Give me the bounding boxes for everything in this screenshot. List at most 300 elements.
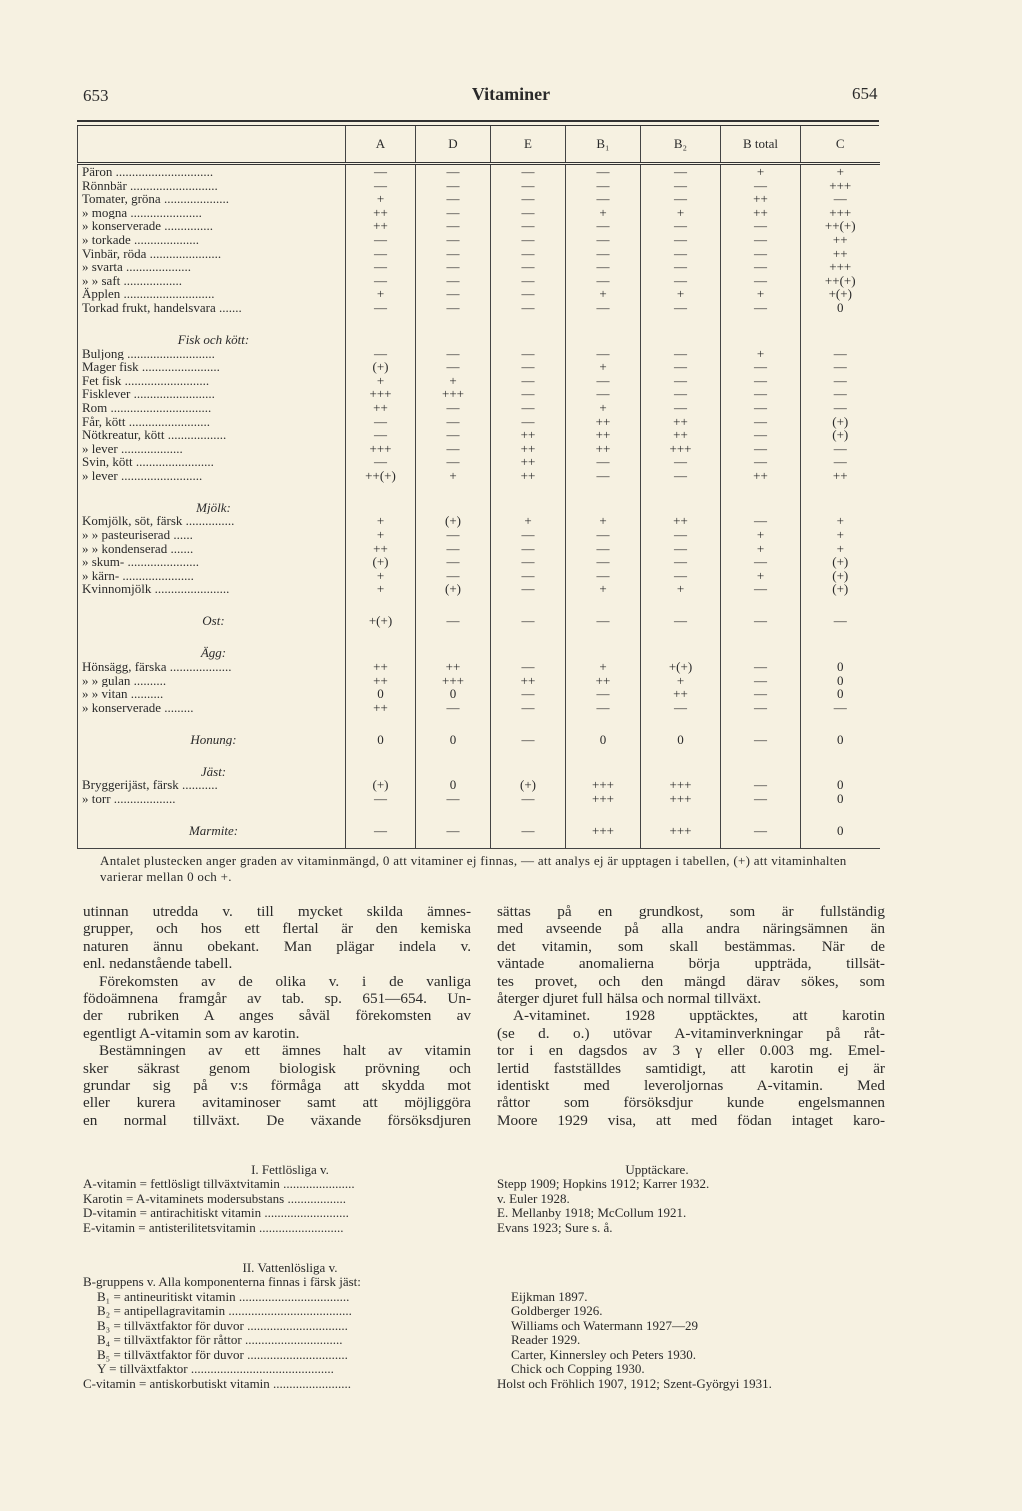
body-text-line: väntade anomalierna börja uppträda, tillsät-: [497, 955, 885, 973]
table-cell: —: [641, 274, 721, 288]
table-cell: —: [416, 701, 491, 715]
table-cell: —: [801, 606, 880, 628]
table-cell: —: [721, 816, 801, 838]
table-cell: —: [566, 260, 641, 274]
row-label: » lever .........................: [78, 469, 346, 483]
table-cell: ++: [641, 687, 721, 701]
table-cell: —: [416, 347, 491, 361]
section-row: [78, 638, 880, 660]
table-cell: —: [416, 569, 491, 583]
table-cell: +++: [416, 674, 491, 688]
body-text-line: återger djuret full hälsa och normal tillväxt.: [497, 990, 762, 1008]
table-cell: —: [491, 792, 566, 806]
spacer-cell: [641, 628, 721, 638]
table-cell: —: [416, 233, 491, 247]
body-text-line: (se d. o.) utövar A-vitaminverkningar på råt-: [497, 1024, 885, 1042]
table-row: [78, 387, 880, 401]
table-cell: ++: [801, 247, 880, 261]
section-title: Honung:: [78, 724, 346, 746]
table-cell: —: [416, 606, 491, 628]
table-cell: —: [641, 701, 721, 715]
list-item: [83, 1348, 903, 1363]
row-label: Tomater, gröna ....................: [78, 192, 346, 206]
table-row: [78, 674, 880, 688]
spacer-row: [78, 746, 880, 756]
table-cell: —: [566, 387, 641, 401]
section-row: [78, 816, 880, 838]
table-cell: —: [566, 701, 641, 715]
empty-cell: [491, 756, 566, 778]
body-column-left: [83, 903, 471, 1129]
body-text-line: det vitamin, som skall bestämmas. När de: [497, 937, 885, 955]
table-cell: ++: [346, 542, 416, 556]
spacer-cell: [491, 806, 566, 816]
table-cell: —: [491, 687, 566, 701]
spacer-cell: [721, 482, 801, 492]
column-header: E: [491, 126, 566, 164]
row-label: » » pasteuriserad ......: [78, 528, 346, 542]
body-text-line: identiskt med leveroljornas A-vitamin. Med: [497, 1077, 885, 1095]
table-cell: —: [491, 260, 566, 274]
spacer-cell: [346, 806, 416, 816]
table-cell: +++: [416, 387, 491, 401]
row-label: » » kondenserad .......: [78, 542, 346, 556]
table-row: [78, 555, 880, 569]
empty-cell: [346, 756, 416, 778]
table-row: [78, 415, 880, 429]
discoverer: E. Mellanby 1918; McCollum 1921.: [497, 1205, 687, 1220]
table-cell: —: [416, 192, 491, 206]
list-item: [83, 1304, 903, 1319]
spacer-cell: [491, 315, 566, 325]
table-cell: ++: [566, 428, 641, 442]
row-label: Päron ..............................: [78, 164, 346, 179]
vitamin-definition: Karotin = A-vitaminets modersubstans ..................: [83, 1191, 346, 1206]
table-cell: ++: [491, 442, 566, 456]
spacer-cell: [346, 315, 416, 325]
spacer-cell: [801, 315, 880, 325]
table-row: [78, 660, 880, 674]
vitamin-definition: C-vitamin = antiskorbutiskt vitamin ........................: [83, 1376, 352, 1391]
spacer-cell: [346, 482, 416, 492]
spacer-cell: [641, 482, 721, 492]
table-cell: —: [491, 701, 566, 715]
empty-cell: [721, 638, 801, 660]
table-cell: —: [491, 816, 566, 838]
table-row: [78, 455, 880, 469]
table-cell: +: [566, 582, 641, 596]
table-cell: —: [491, 401, 566, 415]
table-cell: +: [641, 674, 721, 688]
empty-cell: [721, 325, 801, 347]
table-cell: ++(+): [801, 219, 880, 233]
table-cell: —: [721, 514, 801, 528]
table-cell: +++: [801, 260, 880, 274]
table-cell: (+): [491, 778, 566, 792]
body-text-line: sättas på en grundkost, som är fullständig: [497, 903, 885, 920]
row-label: » » vitan ..........: [78, 687, 346, 701]
table-cell: —: [416, 287, 491, 301]
section-row: [78, 492, 880, 514]
table-cell: —: [416, 816, 491, 838]
column-header: B₁: [566, 126, 641, 164]
table-cell: —: [416, 528, 491, 542]
body-text-line: grupper, och hos ett flertal är den kemiska: [83, 920, 471, 938]
empty-cell: [641, 756, 721, 778]
table-cell: +: [346, 192, 416, 206]
table-cell: ++: [801, 469, 880, 483]
page-number-left: 653: [83, 86, 109, 105]
table-cell: ++: [721, 206, 801, 220]
spacer-cell: [346, 714, 416, 724]
table-row: [78, 401, 880, 415]
table-header-row: [78, 126, 880, 164]
table-cell: —: [801, 360, 880, 374]
body-text-line: Moore 1929 visa, att med födan intaget karo-: [497, 1111, 885, 1129]
column-header: D: [416, 126, 491, 164]
spacer-row: [78, 838, 880, 849]
table-cell: —: [566, 233, 641, 247]
table-cell: +: [346, 528, 416, 542]
empty-cell: [491, 492, 566, 514]
table-row: [78, 528, 880, 542]
table-cell: +: [566, 660, 641, 674]
table-cell: —: [346, 233, 416, 247]
table-cell: ++: [491, 428, 566, 442]
table-cell: +: [721, 164, 801, 179]
column-header: A: [346, 126, 416, 164]
table-cell: 0: [346, 724, 416, 746]
table-cell: (+): [801, 569, 880, 583]
table-cell: +(+): [641, 660, 721, 674]
table-row: [78, 247, 880, 261]
table-cell: +++: [641, 816, 721, 838]
table-cell: —: [346, 816, 416, 838]
table-cell: ++: [346, 701, 416, 715]
spacer-cell: [641, 315, 721, 325]
table-cell: 0: [801, 724, 880, 746]
table-cell: —: [491, 360, 566, 374]
empty-cell: [491, 638, 566, 660]
table-row: [78, 260, 880, 274]
table-cell: —: [416, 360, 491, 374]
table-row: [78, 469, 880, 483]
column-header: B₂: [641, 126, 721, 164]
section-row: [78, 724, 880, 746]
spacer-cell: [346, 628, 416, 638]
section-title: Ost:: [78, 606, 346, 628]
spacer-row: [78, 806, 880, 816]
table-cell: —: [641, 528, 721, 542]
table-row: [78, 428, 880, 442]
spacer-cell: [801, 596, 880, 606]
spacer-row: [78, 628, 880, 638]
table-cell: +: [721, 569, 801, 583]
discoverer: Holst och Fröhlich 1907, 1912; Szent-Györgyi 1931.: [497, 1375, 772, 1391]
empty-cell: [641, 638, 721, 660]
table-row: [78, 347, 880, 361]
table-cell: —: [801, 347, 880, 361]
spacer-cell: [491, 596, 566, 606]
spacer-cell: [78, 628, 346, 638]
empty-cell: [801, 325, 880, 347]
table-row: [78, 687, 880, 701]
body-text-line: födoämnena framgår av tab. sp. 651—654. Un-: [83, 990, 471, 1008]
spacer-cell: [346, 838, 416, 849]
spacer-row: [78, 482, 880, 492]
table-cell: —: [566, 179, 641, 193]
table-cell: 0: [416, 724, 491, 746]
table-cell: —: [721, 455, 801, 469]
empty-cell: [346, 325, 416, 347]
empty-cell: [491, 325, 566, 347]
spacer-cell: [721, 596, 801, 606]
empty-cell: [416, 492, 491, 514]
table-cell: —: [491, 179, 566, 193]
body-text-line: enl. nedanstående tabell.: [83, 955, 233, 973]
table-cell: —: [641, 179, 721, 193]
empty-cell: [801, 756, 880, 778]
body-text-line: tes provet, och den mängd därav sökes, som: [497, 972, 885, 990]
table-cell: —: [491, 274, 566, 288]
section-row: [78, 606, 880, 628]
table-cell: —: [416, 179, 491, 193]
table-cell: +: [641, 206, 721, 220]
table-cell: —: [566, 469, 641, 483]
body-text-line: råttor som försöksdjur kunde engelsmannen: [497, 1094, 885, 1112]
table-cell: —: [416, 164, 491, 179]
spacer-cell: [801, 628, 880, 638]
table-cell: —: [566, 247, 641, 261]
spacer-cell: [78, 838, 346, 849]
table-cell: +: [346, 514, 416, 528]
row-label: » lever ...................: [78, 442, 346, 456]
row-label: Nötkreatur, kött ..................: [78, 428, 346, 442]
spacer-cell: [801, 806, 880, 816]
row-label: Rönnbär ...........................: [78, 179, 346, 193]
spacer-cell: [641, 714, 721, 724]
table-cell: +(+): [801, 287, 880, 301]
table-cell: —: [491, 582, 566, 596]
table-cell: —: [346, 247, 416, 261]
table-cell: —: [721, 582, 801, 596]
empty-cell: [801, 638, 880, 660]
row-label: » » gulan ..........: [78, 674, 346, 688]
spacer-cell: [416, 315, 491, 325]
spacer-row: [78, 596, 880, 606]
table-cell: —: [721, 660, 801, 674]
list-item: [83, 1319, 903, 1334]
body-text-line: lertid fastställdes samtidigt, att karotin ej är: [497, 1059, 885, 1077]
table-cell: +: [641, 582, 721, 596]
spacer-cell: [641, 838, 721, 849]
table-cell: —: [491, 542, 566, 556]
table-cell: ++(+): [346, 469, 416, 483]
table-cell: —: [721, 260, 801, 274]
spacer-cell: [566, 806, 641, 816]
spacer-cell: [721, 714, 801, 724]
table-cell: —: [416, 247, 491, 261]
table-cell: —: [416, 542, 491, 556]
table-cell: (+): [801, 555, 880, 569]
table-cell: ++: [491, 455, 566, 469]
spacer-row: [78, 714, 880, 724]
spacer-cell: [641, 806, 721, 816]
spacer-cell: [566, 315, 641, 325]
table-cell: ++: [346, 219, 416, 233]
table-cell: +: [346, 374, 416, 388]
table-cell: —: [566, 274, 641, 288]
table-cell: —: [721, 219, 801, 233]
table-cell: —: [416, 401, 491, 415]
body-text-line: der rubriken A anges såväl förekomsten av: [83, 1007, 471, 1025]
body-text-line: utinnan utredda v. till mycket skilda ämnes-: [83, 903, 471, 920]
table-row: [78, 778, 880, 792]
table-cell: —: [491, 247, 566, 261]
table-cell: —: [801, 192, 880, 206]
table-cell: —: [721, 387, 801, 401]
discoverer: Stepp 1909; Hopkins 1912; Karrer 1932.: [497, 1176, 710, 1191]
table-cell: +(+): [346, 606, 416, 628]
table-cell: ++(+): [801, 274, 880, 288]
table-cell: +++: [566, 778, 641, 792]
list-item: [83, 1290, 903, 1305]
body-text-line: Bestämningen av ett ämnes halt av vitamin: [99, 1042, 471, 1060]
table-cell: —: [721, 374, 801, 388]
table-cell: ++: [721, 192, 801, 206]
spacer-cell: [416, 596, 491, 606]
row-label: » kärn- ......................: [78, 569, 346, 583]
table-cell: +: [801, 164, 880, 179]
table-cell: —: [566, 569, 641, 583]
row-label: » svarta ....................: [78, 260, 346, 274]
table-cell: —: [721, 792, 801, 806]
table-cell: —: [801, 401, 880, 415]
table-cell: +: [801, 514, 880, 528]
list-item: [83, 1333, 903, 1348]
table-footnote: Antalet plustecken anger graden av vitaminmängd, 0 att vitaminer ej finnas, — att analys ej är upptagen i tabellen, (+) att vitaminhalten varierar mellan 0 och +.: [100, 853, 847, 884]
column-header: B total: [721, 126, 801, 164]
table-cell: —: [491, 206, 566, 220]
table-cell: ++: [491, 469, 566, 483]
row-label: Komjölk, söt, färsk ...............: [78, 514, 346, 528]
vitamin-definition: B₁ = antineuritiskt vitamin ..................................: [97, 1289, 350, 1304]
table-cell: ++: [801, 233, 880, 247]
table-cell: —: [641, 542, 721, 556]
table-cell: —: [416, 428, 491, 442]
table-cell: —: [416, 442, 491, 456]
empty-cell: [566, 492, 641, 514]
table-row: [78, 792, 880, 806]
table-cell: —: [641, 164, 721, 179]
table-cell: +: [566, 360, 641, 374]
table-cell: —: [641, 606, 721, 628]
table-cell: —: [491, 192, 566, 206]
table-cell: —: [346, 455, 416, 469]
empty-cell: [416, 325, 491, 347]
row-label: Fisklever .........................: [78, 387, 346, 401]
table-cell: —: [721, 701, 801, 715]
table-cell: —: [491, 219, 566, 233]
section-title: Mjölk:: [78, 492, 346, 514]
table-cell: ++: [641, 514, 721, 528]
table-cell: —: [721, 778, 801, 792]
table-cell: +: [566, 287, 641, 301]
spacer-cell: [566, 746, 641, 756]
table-cell: —: [346, 179, 416, 193]
spacer-cell: [491, 746, 566, 756]
table-cell: +: [721, 542, 801, 556]
table-cell: —: [346, 347, 416, 361]
page-title: Vitaminer: [471, 84, 551, 104]
row-label: Fet fisk ..........................: [78, 374, 346, 388]
table-cell: +++: [641, 778, 721, 792]
table-cell: 0: [801, 674, 880, 688]
table-cell: —: [721, 415, 801, 429]
discoverer: Reader 1929.: [511, 1332, 581, 1347]
list-item: [83, 1192, 903, 1207]
table-cell: 0: [801, 778, 880, 792]
row-label: Äpplen ............................: [78, 287, 346, 301]
table-cell: +: [641, 287, 721, 301]
table-cell: ++: [641, 428, 721, 442]
table-cell: +: [416, 469, 491, 483]
table-cell: —: [346, 260, 416, 274]
spacer-cell: [346, 746, 416, 756]
table-cell: —: [491, 347, 566, 361]
table-cell: ++: [566, 442, 641, 456]
table-cell: +++: [346, 387, 416, 401]
empty-cell: [416, 638, 491, 660]
table-cell: —: [491, 660, 566, 674]
spacer-cell: [721, 628, 801, 638]
table-cell: ++: [721, 469, 801, 483]
table-cell: —: [641, 260, 721, 274]
table-cell: —: [491, 415, 566, 429]
table-row: [78, 287, 880, 301]
table-cell: —: [641, 387, 721, 401]
empty-cell: [721, 756, 801, 778]
table-cell: —: [491, 569, 566, 583]
table-cell: —: [566, 542, 641, 556]
list-heading-left: II. Vattenlösliga v.: [242, 1260, 338, 1275]
table-cell: +: [346, 582, 416, 596]
row-label: Rom ...............................: [78, 401, 346, 415]
table-cell: +: [801, 542, 880, 556]
table-cell: ++: [416, 660, 491, 674]
table-cell: 0: [801, 660, 880, 674]
table-cell: —: [491, 301, 566, 315]
table-cell: —: [801, 374, 880, 388]
table-cell: 0: [416, 778, 491, 792]
body-text-line: naturen ännu obekant. Man plägar indela v.: [83, 937, 471, 955]
table-cell: 0: [641, 724, 721, 746]
spacer-row: [78, 315, 880, 325]
table-cell: —: [491, 233, 566, 247]
spacer: [83, 1235, 903, 1253]
vitamin-definition: D-vitamin = antirachitiskt vitamin ..........................: [83, 1206, 349, 1220]
spacer-cell: [78, 806, 346, 816]
table-cell: 0: [801, 687, 880, 701]
discoverer: Goldberger 1926.: [511, 1303, 603, 1318]
table-cell: —: [721, 274, 801, 288]
row-label: » konserverade .........: [78, 701, 346, 715]
table-cell: +: [721, 347, 801, 361]
table-cell: —: [641, 455, 721, 469]
discoverer: Evans 1923; Sure s. å.: [497, 1219, 613, 1235]
body-text-line: med avseende på alla andra näringsämnen än: [497, 920, 885, 938]
spacer-cell: [78, 746, 346, 756]
